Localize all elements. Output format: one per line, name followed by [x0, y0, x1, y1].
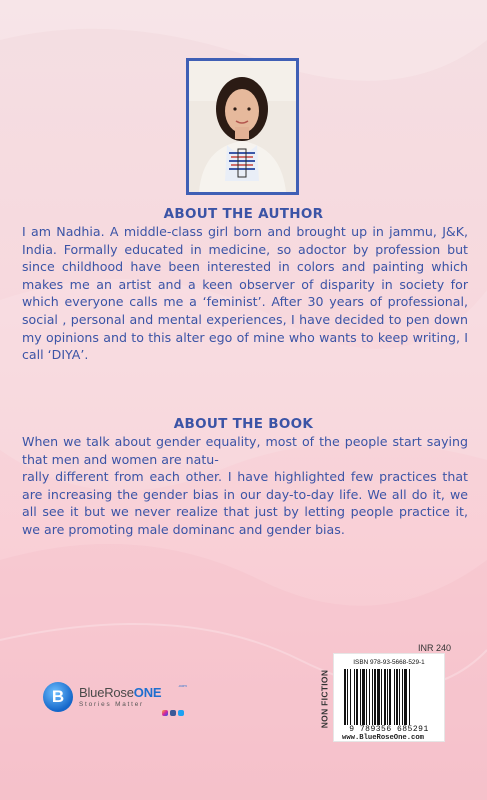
barcode-bar — [404, 669, 407, 725]
barcode-bars — [344, 669, 434, 725]
publisher-tagline: Stories Matter — [79, 701, 144, 708]
author-photo — [186, 58, 299, 195]
publisher-logo-mark: B — [43, 682, 73, 712]
about-book-text: When we talk about gender equality, most of the people start saying that men and women are natu- rally different from each other. I have highlighted few practices that are increasing the gender bias in our day-to-day life. We all do it, we all see it but we never realize that just by letting people practice it, we are promoting male dominanc and gender bias. — [22, 434, 468, 537]
barcode-bar — [387, 669, 388, 725]
barcode-bar — [362, 669, 365, 725]
barcode-bar — [381, 669, 382, 725]
price-label: INR 240 — [418, 643, 452, 653]
barcode-bar — [356, 669, 358, 725]
barcode-bar — [402, 669, 403, 725]
barcode-number: 9 789356 685291 — [349, 725, 429, 734]
isbn-text: ISBN 978-93-5668-529-1 — [353, 659, 425, 666]
brand-part1: BlueRose — [79, 685, 134, 700]
barcode-bar — [350, 669, 351, 725]
barcode-bar — [354, 669, 355, 725]
social-icons — [162, 710, 184, 716]
about-book-heading: ABOUT THE BOOK — [173, 416, 314, 432]
facebook-icon — [170, 710, 176, 716]
twitter-icon — [178, 710, 184, 716]
barcode-bar — [372, 669, 373, 725]
barcode-bar — [374, 669, 376, 725]
publisher-website: www.BlueRoseOne.com — [342, 734, 424, 742]
barcode-bar — [394, 669, 395, 725]
instagram-icon — [162, 710, 168, 716]
brand-domain: .com — [178, 683, 187, 688]
barcode-bar — [384, 669, 386, 725]
barcode-bar — [396, 669, 398, 725]
brand-part2: ONE — [133, 685, 162, 700]
about-author-heading: ABOUT THE AUTHOR — [163, 206, 324, 222]
publisher-name — [79, 685, 161, 700]
publisher-logo — [43, 682, 203, 728]
genre-label: NON FICTION — [319, 669, 330, 729]
barcode — [333, 653, 445, 742]
about-author-text: I am Nadhia. A middle-class girl born and brought up in jammu, J&K, India. Formally educated in medicine, so adoctor by profession but since childhood have been interested in colors and painting which makes me an artist and a keen observer of disparity in society for which everyone calls me a ‘feminist’. After 30 years of professional, social , personal and mental experiences, I have decided to pen down my opinions and to this alter ego of mine who wants to keep writing, I call ‘DIYA’. — [22, 224, 468, 363]
barcode-bar — [347, 669, 348, 725]
barcode-bar — [366, 669, 367, 725]
barcode-bar — [377, 669, 380, 725]
barcode-bar — [344, 669, 346, 725]
barcode-bar — [409, 669, 410, 725]
barcode-bar — [389, 669, 391, 725]
barcode-bar — [360, 669, 361, 725]
barcode-bar — [369, 669, 370, 725]
barcode-bar — [399, 669, 400, 725]
